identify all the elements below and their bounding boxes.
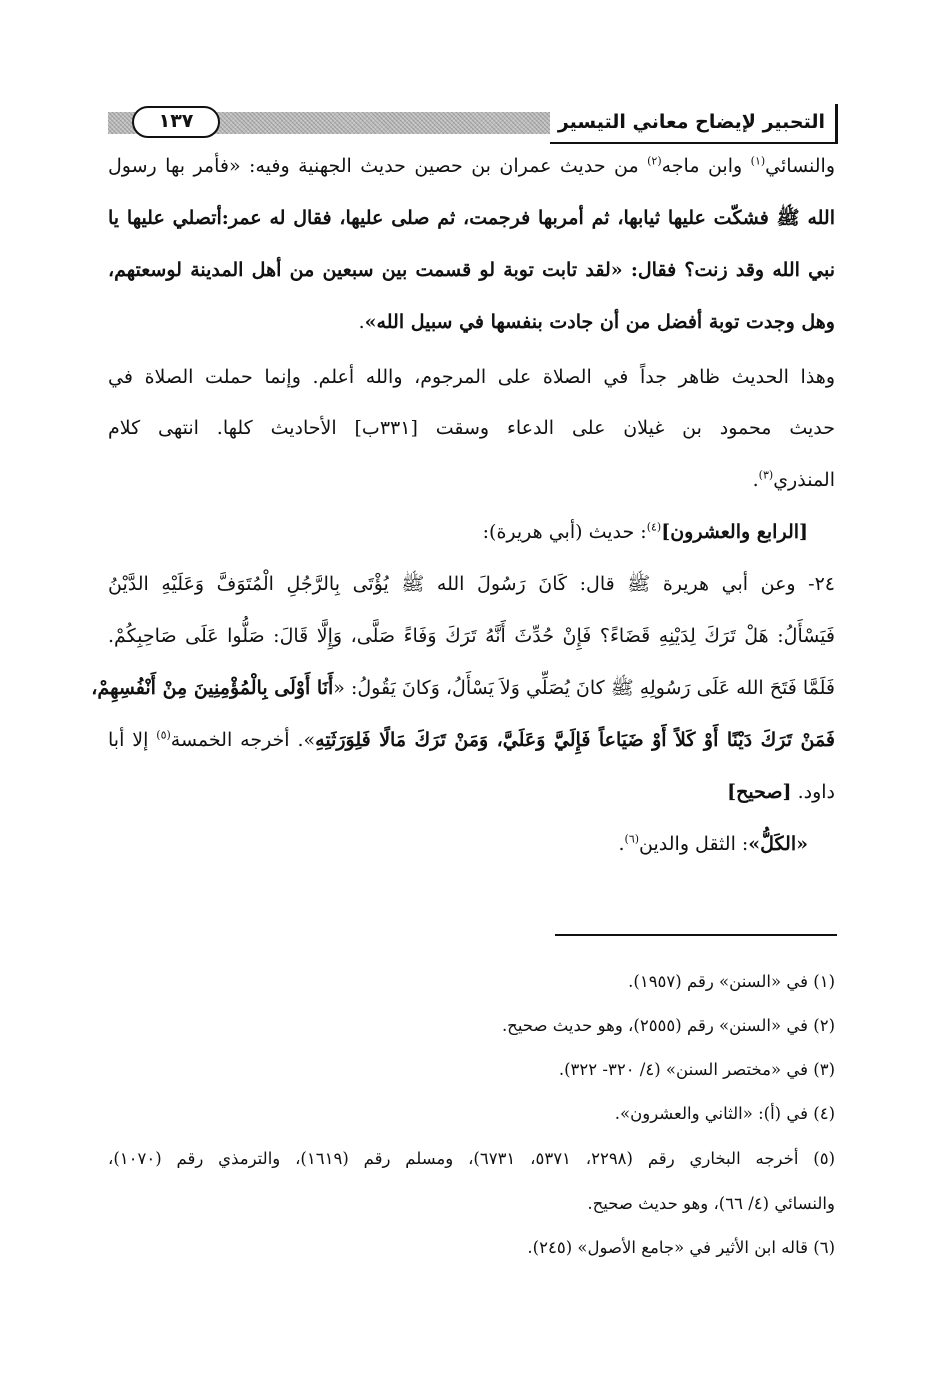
grade-label: [صحيح] [727, 781, 792, 803]
page-number: ١٣٧ [132, 106, 220, 138]
body-line-1: والنسائي$^{(١)}$ وابن ماجه$^{(٢)}$ من حديث عمران بن حصين حديث الجهنية وفيه: «فأمر بها رسول [108, 154, 835, 177]
body-line-4: وهل وجدت توبة أفضل من أن جادت بنفسها في سبيل الله». [358, 311, 835, 333]
body-line-6: حديث محمود بن غيلان على الدعاء وسقت [٣٣١ب] الأحاديث كلها. انتهى كلام [108, 417, 835, 439]
page-header [108, 104, 838, 146]
footnote-3: (٣) في «مختصر السنن» (٤/ ٣٢٠- ٣٢٢). [558, 1060, 835, 1079]
gloss-line: «الكَلُّ»: الثقل والدين$^{(٦)}$. [618, 832, 808, 855]
book-title: التحبير لإيضاح معاني التيسير [550, 104, 838, 144]
body-line-3: نبي الله وقد زنت؟ فقال: «لقد تابت توبة لو قسمت بين سبعين من أهل المدينة لوسعتهم، [108, 259, 835, 281]
hadith-line-5: داود. [صحيح] [727, 781, 835, 803]
hadith-line-4: فَمَنْ تَرَكَ دَيْنًا أَوْ كَلاً أَوْ ضَيَاعاً فَإِلَيَّ وَعَلَيَّ، وَمَنْ تَرَكَ مَالًا فَلِوَرَثَتِهِ». أخرجه الخمسة$^{(٥)}$ إلا أبا [108, 728, 836, 751]
footnote-5-line-2: والنسائي (٤/ ٦٦)، وهو حديث صحيح. [587, 1194, 835, 1213]
footnote-ref-2: (٢) [647, 154, 662, 168]
footnote-5-line-1: (٥) أخرجه البخاري رقم (٢٢٩٨، ٥٣٧١، ٦٧٣١)، ومسلم رقم (١٦١٩)، والترمذي رقم (١٠٧٠)، [108, 1149, 836, 1168]
footnote-6: (٦) قاله ابن الأثير في «جامع الأصول» (٢٤٥). [527, 1238, 835, 1257]
body-line-2: الله ﷺ فشكّت عليها ثيابها، ثم أمربها فرجمت، ثم صلى عليها، فقال له عمر:أتصلي عليها يا [108, 207, 835, 229]
footnote-ref-3: (٣) [758, 468, 774, 482]
footnote-1: (١) في «السنن» رقم (١٩٥٧). [628, 972, 835, 991]
section-heading: [الرابع والعشرون]$^{(٤)}$: حديث (أبي هريرة): [482, 520, 808, 543]
hadith-line-2: فَيَسْأَلُ: هَلْ تَرَكَ لِدَيْنِهِ قَضَاءً؟ فَإِنْ حُدِّثَ أَنَّهُ تَرَكَ وَفَاءً صَلَّى، وَإِلَّا قَالَ: صَلُّوا عَلَى صَاحِبِكُمْ. [108, 625, 835, 647]
footnote-2: (٢) في «السنن» رقم (٢٥٥٥)، وهو حديث صحيح. [501, 1016, 835, 1035]
hadith-line-3: فَلَمَّا فَتَحَ الله عَلَى رَسُولِهِ ﷺ كانَ يُصَلِّي وَلاَ يَسْأَلُ، وَكانَ يَقُولُ: «أَنَا أَوْلَى بِالْمُؤْمِنِينَ مِنْ أَنْفُسِهِمْ، [91, 677, 835, 699]
footnote-ref-1: (١) [750, 154, 766, 168]
footnote-4: (٤) في (أ): «الثاني والعشرون». [614, 1104, 835, 1123]
hadith-line-1: ٢٤- وعن أبي هريرة ﷺ قال: كَانَ رَسُولَ الله ﷺ يُؤْتَى بِالرَّجُلِ الْمُتَوَفَّ وَعَلَيْهِ الدَّيْنُ [108, 573, 835, 595]
footnote-separator [555, 934, 837, 936]
body-line-7: المنذري$^{(٣)}$. [752, 468, 835, 491]
footnote-ref-4: (٤) [646, 520, 662, 534]
footnote-ref-6: (٦) [624, 832, 640, 846]
footnote-ref-5: (٥) [156, 728, 171, 742]
body-line-5: وهذا الحديث ظاهر جداً في الصلاة على المرجوم، والله أعلم. وإنما حملت الصلاة في [108, 366, 835, 388]
